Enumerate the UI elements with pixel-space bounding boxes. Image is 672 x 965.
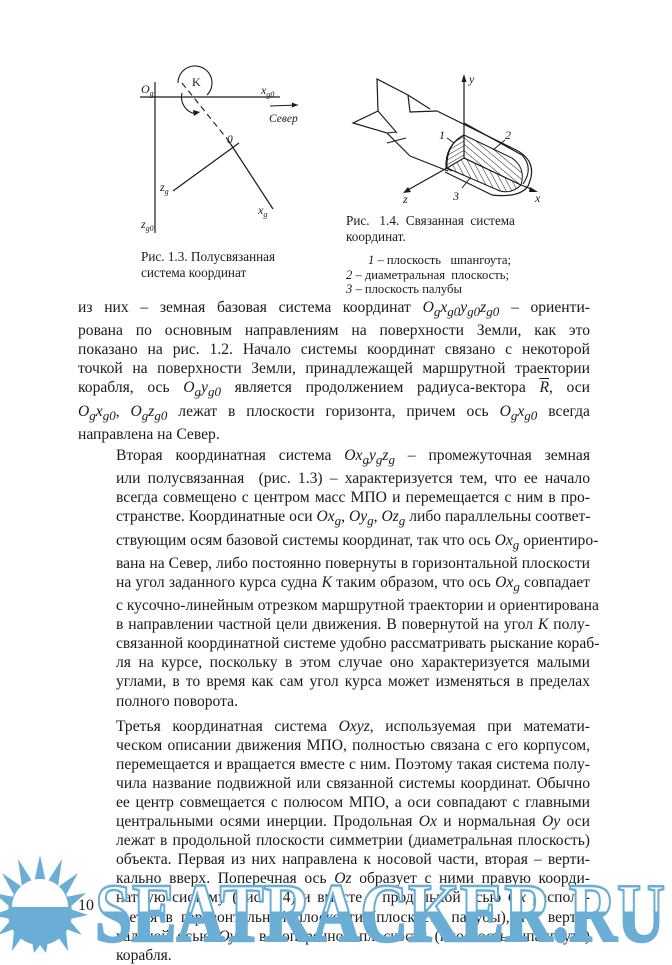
axis-x-g [228,140,273,209]
formula: $Ox_gy_gz_g$ [344,446,395,468]
paragraph-2 [78,446,600,711]
text-line: ствующим осям базовой системы координат, так что ось $Ox_g$ ориентиро- [116,531,599,552]
formula: K [321,573,332,591]
text-line: кальной осью Oy – в поперечной плоскости (плоскость шпангоута) [116,927,590,945]
label-x: x [535,191,541,205]
text-line: показано на рис. 1.2. Начало системы координат связано с некоторой [78,341,590,359]
formula: $\overline{R}$ [539,379,549,397]
figure-1-3-caption [141,249,275,281]
text-line: чила название подвижной или связанной системы координат. Обычно [116,774,590,792]
text-line: в направлении частной цели движения. В повернутой на угол K полу- [116,616,590,634]
figure-1-3-diagram [130,60,320,250]
axis-z-g [173,143,239,191]
label-z-g: $z_g$ [160,180,169,196]
label-3: 3 [453,189,459,203]
axis-z [406,168,447,191]
label-angle-k: K [192,75,201,89]
formula: Oy [218,927,237,945]
caption-line: координат. [346,229,406,244]
watermark [0,855,672,953]
formula: $Ox_g$ [494,531,520,552]
legend-item [346,253,511,268]
formula: $O_gz_{g0}$ [130,402,168,423]
figure-1-4-caption [346,213,536,245]
text-line: натную систему (рис. 1.4) и вместе с продольной осью Ox распола- [116,889,590,907]
text-line: ее центр совмещается с полюсом МПО, а оси совпадают с главными [116,794,590,812]
figure-1-4 [340,60,550,205]
lower-fin [353,111,410,156]
formula: $O_gx_{g0}$ [78,402,116,423]
formula: Ox [507,889,526,907]
text-line: на угол заданного курса судна K таким образом, что ось $Ox_g$ совпадает [116,573,590,594]
formula: $Oy_g$ [348,508,374,529]
text-line: всегда совмещено с центром масс МПО и перемещается с ним в про- [116,489,590,507]
text-line: странстве. Координатные оси $Ox_g$, $Oy_g$, $Oz_g$ либо параллельны соответ- [116,508,591,529]
text-line: направлена на Север. [78,425,220,443]
formula: $O_gx_{g0}$ [499,402,538,423]
label-z-g0: $z_{g0}$ [141,217,154,233]
formula: $Ox_g$ [316,508,342,529]
text-line: с кусочно-линейным отрезком маршрутной траектории и ориентирована [116,597,599,615]
caption-line: система координат [141,265,247,280]
fin-edge [408,95,430,109]
label-1: 1 [439,128,445,142]
label-north: Север [269,113,298,125]
upper-fin [377,79,437,112]
legend-number: 3 [346,282,353,296]
formula: K [537,616,549,634]
text-line: объекта. Первая из них направлена к носовой части, вторая – верти- [116,851,590,869]
label-2: 2 [505,128,511,142]
north-arrowhead [292,103,298,108]
formula: $O_gy_{g0}$ [183,379,221,400]
leader-1 [447,138,454,143]
angle-arrowhead [193,110,200,116]
formula: $Oz_g$ [381,508,406,529]
text-line: Третья координатная система Oxyz, используемая при математи- [116,717,590,735]
caption-line: Рис. 1.4. Связанная система [346,213,515,228]
text-line: $O_gx_{g0}$, $O_gz_{g0}$ лежат в плоскости горизонта, причем ось $O_gx_{g0}$ всегда [78,402,590,423]
text-line: из них – земная базовая система координат $O_gx_{g0}y_{g0}z_{g0}$ – ориенти- [78,299,590,320]
label-z: z [403,192,408,205]
text-line: гается в горизонтальной плоскости (плоскость палубы), а с верти- [116,908,590,926]
formula: Oxyz [338,717,370,735]
text-line: перемещается и вращается вместе с ним. Поэтому такая система полу- [116,755,590,773]
legend-text: – диаметральная плоскость; [352,267,509,282]
formula: Ox [418,813,437,831]
caption-line: Рис. 1.3. Полусвязанная [141,249,276,264]
label-y: y [469,72,475,86]
formula: $Ox_g$ [495,573,520,594]
text-line: лежат в продольной плоскости симметрии (диаметральная плоскость) [116,832,590,850]
text-line: ческом описании движения МПО, полностью связана с его корпусом, [116,736,590,754]
sun-logo-icon [0,855,88,953]
page-number: 10 [78,897,94,914]
label-origin-o: 0 [227,134,233,146]
legend-item [346,268,511,283]
text-line: связанной координатной системе удобно рассматривать рыскание кораб- [116,635,600,653]
formula: Oz [334,870,352,888]
text-line: вана на Север, либо постоянно повернуты в горизонтальной плоскости [116,554,590,572]
label-x-g: $x_g$ [258,203,268,219]
text-line: рована по основным направлениям на поверхности Земли, как это [78,322,590,340]
legend-text: – плоскость палубы [352,282,462,296]
axis-y-arrowhead [462,74,467,82]
text-line: точкой на поверхности Земли, принадлежащей маршрутной траектории [78,360,590,378]
text-line: Вторая координатная система $Ox_gy_gz_g$ – промежуточная земная [116,446,590,468]
hull-bottom-edge [410,156,448,171]
fin-edge [378,111,397,133]
text-line: центральными осями инерции. Продольная Ox и нормальная Oy оси [116,813,590,831]
formula: Oy [542,813,561,831]
figure-1-4-legend [346,253,511,297]
legend-number: 1 [368,253,375,267]
text-line: кально вверх. Поперечная ось Oz образует с ними правую коорди- [116,870,590,888]
text-line: корабля, ось $O_gy_{g0}$ является продолжением радиуса-вектора $\overline{R}$, оси [78,379,590,400]
legend-number: 2 [346,267,353,282]
legend-item [346,282,511,297]
text-line: или полусвязанная (рис. 1.3) – характеризуется тем, что ее начало [116,470,590,488]
text-line: ля на курсе, поскольку в этом случае оно характеризуется малыми [116,654,590,672]
text-line: полного поворота. [116,692,238,710]
paragraph-1 [78,298,590,444]
label-x-g0: $x_{g0}$ [261,83,275,99]
label-origin-g: $O_g$ [141,82,154,98]
watermark-text: SEATRACKER.RU [95,867,665,953]
text-line: корабля. [116,946,172,964]
formula: $O_gx_{g0}y_{g0}z_{g0}$ [422,299,500,320]
text-line: углами, в то время как сам угол курса может изменяться в пределах [116,673,590,691]
fin-edge [387,132,396,133]
figure-1-4-diagram [340,60,550,205]
legend-text: – плоскость шпангоута; [374,253,511,267]
figure-1-3 [130,60,320,250]
